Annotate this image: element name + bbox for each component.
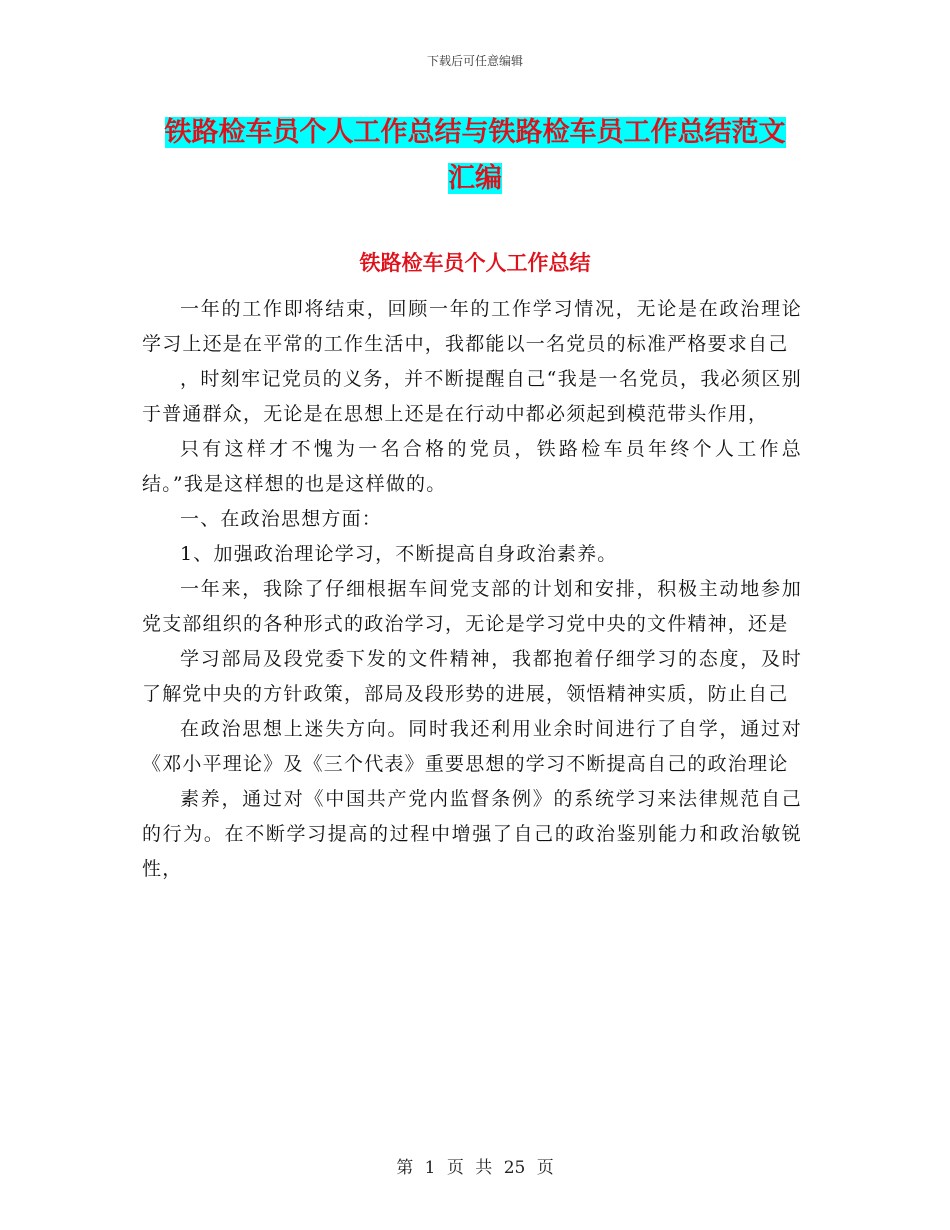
paragraph: 一、在政治思想方面： [180,508,383,530]
paragraph: 一年的工作即将结束，回顾一年的工作学习情况，无论是在政治理论学习上还是在平常的工作生活中，我都能以一名党员的标准严格要求自己 [142,298,802,355]
paragraph: 只有这样才不愧为一名合格的党员，铁路检车员年终个人工作总结。”我是这样想的也是这样做的。 [142,438,802,495]
paragraph: 在政治思想上迷失方向。同时我还利用业余时间进行了自学，通过对《邓小平理论》及《三个代表》重要思想的学习不断提高自己的政治理论 [142,718,802,775]
paragraph: 学习部局及段党委下发的文件精神，我都抱着仔细学习的态度，及时了解党中央的方针政策，部局及段形势的进展，领悟精神实质，防止自己 [142,648,802,705]
document-title [140,110,810,202]
paragraph: 1、加强政治理论学习，不断提高自身政治素养。 [180,543,618,565]
body-text [142,292,802,887]
page-footer: 第 1 页 共 25 页 [396,1158,554,1178]
document-title-line-2: 汇编 [448,163,502,194]
paragraph: ，时刻牢记党员的义务，并不断提醒自己“我是一名党员，我必须区别于普通群众，无论是在思想上还是在行动中都必须起到模范带头作用， [142,368,802,425]
document-title-line-1: 铁路检车员个人工作总结与铁路检车员工作总结范文 [164,117,786,148]
section-title: 铁路检车员个人工作总结 [359,251,591,275]
paragraph: 素养，通过对《中国共产党内监督条例》的系统学习来法律规范自己的行为。在不断学习提高的过程中增强了自己的政治鉴别能力和政治敏锐性， [142,788,802,880]
paragraph: 一年来，我除了仔细根据车间党支部的计划和安排，积极主动地参加党支部组织的各种形式的政治学习，无论是学习党中央的文件精神，还是 [142,578,802,635]
page-header: 下载后可任意编辑 [426,54,523,68]
